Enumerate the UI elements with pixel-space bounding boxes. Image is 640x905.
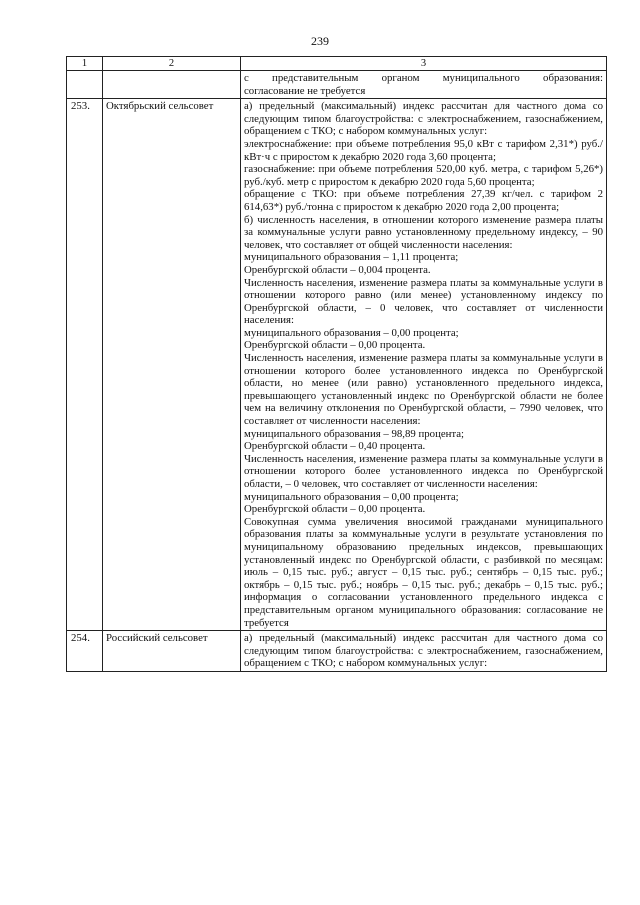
row-number: 253. bbox=[67, 99, 103, 631]
paragraph: электроснабжение: при объеме потребления 95,0 кВт с тарифом 2,31*) руб./кВт·ч с приростом к декабрю 2020 года 3,60 процента; bbox=[244, 137, 603, 163]
paragraph: а) предельный (максимальный) индекс рассчитан для частного дома со следующим типом благоустройства: с электроснабжением, газоснабжением, обращением с ТКО; с набором коммунальных услуг: bbox=[244, 632, 603, 670]
paragraph: Численность населения, изменение размера платы за коммунальные услуги в отношении которого более установленного индекса по Оренбургской области, – 0 человек, что составляет от численности населения: bbox=[244, 452, 603, 490]
paragraph: Оренбургской области – 0,40 процента. bbox=[244, 440, 426, 453]
paragraph: Оренбургской области – 0,004 процента. bbox=[244, 263, 431, 276]
header-col-1: 1 bbox=[67, 57, 103, 71]
header-col-2: 2 bbox=[103, 57, 241, 71]
paragraph: Оренбургской области – 0,00 процента. bbox=[244, 339, 426, 352]
paragraph: муниципального образования – 98,89 процента; bbox=[244, 427, 465, 440]
table-row bbox=[67, 631, 607, 672]
continuation-line: согласование не требуется bbox=[244, 84, 366, 97]
row-municipality-name: Октябрьский сельсовет bbox=[103, 99, 241, 631]
table-row bbox=[67, 99, 607, 631]
continuation-name-cell bbox=[103, 71, 241, 99]
continuation-number-cell bbox=[67, 71, 103, 99]
paragraph: Оренбургской области – 0,00 процента. bbox=[244, 503, 426, 516]
row-description bbox=[241, 99, 607, 631]
continuation-line: с представительным органом муниципального образования: bbox=[244, 72, 603, 84]
paragraph: Совокупная сумма увеличения вносимой гражданами муниципального образования платы за коммунальные услуги в результате установления по муниципальному образованию предельных индексов, превышающих установленный индекс по Оренбургской области, с разбивкой по месяцам: июль – 0,15 тыс. руб.; август – 0,15 тыс. руб.; сентябрь – 0,15 тыс. руб.; октябрь – 0,15 тыс. руб.; ноябрь – 0,15 тыс. руб.; декабрь – 0,15 тыс. руб.; информация о согласовании установленного предельного индекса с представительным органом муниципального образования: согласование не требуется bbox=[244, 515, 603, 629]
tariff-table bbox=[66, 56, 607, 672]
continuation-text-cell bbox=[241, 71, 607, 99]
paragraph: муниципального образования – 1,11 процента; bbox=[244, 251, 459, 264]
continuation-row bbox=[67, 71, 607, 99]
page-number: 239 bbox=[311, 34, 329, 48]
row-number: 254. bbox=[67, 631, 103, 672]
paragraph: б) численность населения, в отношении которого изменение размера платы за коммунальные услуги равно установленному предельному индексу, – 90 человек, что составляет от общей численности населения: bbox=[244, 213, 603, 251]
row-municipality-name: Российский сельсовет bbox=[103, 631, 241, 672]
paragraph: а) предельный (максимальный) индекс рассчитан для частного дома со следующим типом благоустройства: с электроснабжением, газоснабжением, обращением с ТКО; с набором коммунальных услуг: bbox=[244, 100, 603, 138]
paragraph: Численность населения, изменение размера платы за коммунальные услуги в отношении которого равно (или менее) установленному индексу по Оренбургской области, – 0 человек, что составляет от численности населения: bbox=[244, 276, 603, 327]
table-header-row bbox=[67, 57, 607, 71]
header-col-3: 3 bbox=[241, 57, 607, 71]
paragraph: Численность населения, изменение размера платы за коммунальные услуги в отношении которого более установленного индекса по Оренбургской области, но менее (или равно) установленного предельного индекса, превышающего установленный индекс по Оренбургской области не более чем на величину отклонения по Оренбургской области, – 7990 человек, что составляет от численности населения: bbox=[244, 352, 603, 428]
row-description bbox=[241, 631, 607, 672]
paragraph: газоснабжение: при объеме потребления 520,00 куб. метра, с тарифом 5,26*) руб./куб. метр с приростом к декабрю 2020 года 5,60 процента; bbox=[244, 163, 603, 188]
paragraph: муниципального образования – 0,00 процента; bbox=[244, 326, 459, 339]
paragraph: муниципального образования – 0,00 процента; bbox=[244, 490, 459, 503]
paragraph: обращение с ТКО: при объеме потребления 27,39 кг/чел. с тарифом 2 614,63*) руб./тонна с приростом к декабрю 2020 года 2,00 процента; bbox=[244, 188, 603, 213]
